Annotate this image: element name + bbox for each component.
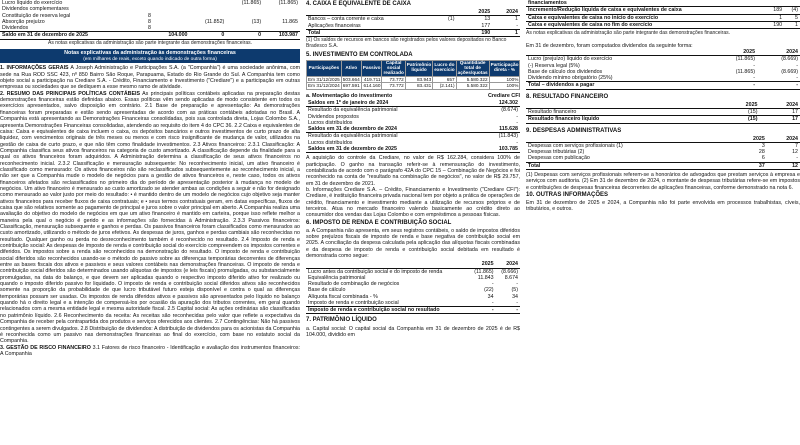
column-header [526,102,719,109]
column-header: 2025 [468,261,495,268]
table-row [526,155,800,162]
value-cell: - [753,75,756,82]
value-cell: 12 [792,149,798,156]
value-cell [784,0,800,7]
column-left [0,0,300,445]
table-row [306,23,520,30]
value-cell: (11.843) [498,133,518,140]
value-cell: (11.852) [204,18,225,25]
row-label: Dividendos complementares [2,6,69,13]
value-cell: 1 [765,14,784,21]
value-cell: 37 [734,162,767,169]
value-cell: 177 [481,22,491,29]
row-label: Saldo em 31 de dezembro de 2025 [0,32,142,39]
value-cell: 190 [765,21,784,28]
table-header-row [307,60,521,76]
row-label: Em 31/12/2024 [308,83,340,89]
row-label: Alíquota fiscal combinada - % [308,293,378,300]
value-cell: 73.772 [382,83,405,90]
value-cell [189,25,226,32]
row-label: Lucros distribuídos [308,139,353,146]
value-cell: - [796,62,798,69]
value-cell: (4) [784,7,800,14]
row-note [142,32,153,39]
row-label: Dividendos propostos [308,113,359,120]
value-cell: 103.987 [263,32,300,39]
value-cell: - [491,281,494,288]
other-info-title: 10. OUTRAS INFORMAÇÕES [526,191,609,198]
table-row [306,307,520,314]
value-cell: - [753,62,756,69]
movement-company: Crediare CFI [487,92,520,99]
table-row [526,82,800,89]
column-header: Quantidade total de ações/quotas [457,59,488,75]
value-cell: 11.865 [282,18,298,25]
value-cell: (8.674) [501,107,518,114]
column-header [306,9,446,16]
row-label: Em 31/12/2025 [308,76,340,82]
column-header: Patrimônio líquido [405,60,432,76]
value-cell: - [516,113,518,120]
value-cell: - [468,307,495,314]
table-row [526,0,800,7]
admin-expenses-title: 9. DESPESAS ADMINISTRATIVAS [526,127,622,134]
column-header [446,9,464,16]
value-cell [153,25,190,32]
value-cell: 0 [189,32,226,39]
row-label: Resultado da equivalência patrimonial [308,107,398,114]
table-row [306,300,520,307]
cashflow-tail-table [526,0,800,29]
note-2 [0,91,300,345]
value-cell: - [516,22,518,29]
value-cell: 1 [784,21,800,28]
equity-table [0,0,300,40]
row-label: Despesas com serviços profissionais (1) [528,142,623,149]
value-cell: 1 [515,16,518,23]
row-label: Resultado de combinação de negócios [308,281,400,288]
column-header: 2025 [734,136,767,143]
value-cell: 5.580.322 [456,83,489,90]
column-header [306,261,468,268]
row-label: Total – dividendos a pagar [526,82,709,89]
row-label: (-) Reserva legal (5%) [528,62,580,69]
notes-header-subtitle: (em milhares de reais, exceto quando indicado de outra forma) [83,56,217,62]
row-label: Lucro líquido do exercício [2,0,63,6]
column-header: 2024 [759,102,800,109]
value-cell: 697.591 [342,83,360,89]
value-cell: 12 [767,162,800,169]
value-cell: - [709,82,757,89]
column-header: 2024 [767,136,800,143]
cash-table [306,9,520,37]
column-header: Passivo [361,60,382,76]
note-3 [0,345,300,358]
other-info-text: Em 31 de dezembro de 2025 e 2024, a Companhia não foi parte envolvida em processos trabalhistas, cíveis, tributários, e outros. [526,200,800,213]
column-middle [306,0,520,445]
value-cell: (15) [719,116,760,123]
column-header: Lucro do exercício [433,60,456,76]
column-header [526,136,734,143]
table-row [307,83,521,90]
column-header: 2025 [719,102,760,109]
value-cell [263,25,300,32]
value-cell: (8.666) [501,268,518,275]
note-1-text: A Joseph Administração e Participações S.A. (a "Companhia") é uma sociedade anônima, com sede na Rua ROD SSC 423, nº 850 Bairro São Roque, Parapuama, Estado do Rio Grande do Sul. A Companhia tem como objeto social a participação na Crediare S.A. - Crédito, Financiamento e Investimento ("Crediare") e a participação em outras empresas ou sociedades que se dediquem a esse mesmo ramo de atividade. [0,65,300,91]
investment-table [306,60,520,90]
value-cell: 614.160 [361,83,382,90]
column-header: Ativo [341,60,361,76]
value-cell: - [496,307,520,314]
investment-title: 5. INVESTIMENTO EM CONTROLADA [306,51,413,58]
row-label: Saldos em 31 de dezembro de 2024 [306,126,477,133]
row-label: Base de cálculo [308,287,346,294]
note-3-text: 3.1 Fatores de risco financeiro - Identificação e avaliação dos instrumentos financeiros: A Companhia [0,344,300,357]
value-cell: - [516,119,518,126]
value-cell: (11.865) [474,268,494,275]
table-row [526,14,800,21]
table-header-row [526,49,800,56]
value-cell: - [516,299,518,306]
row-label: Constituição de reserva legal [2,12,71,19]
dividends-table [526,49,800,90]
movement-table [306,100,520,153]
row-label: Saldos em 1º de janeiro de 2024 [306,100,477,107]
row-label: Dividendos [2,25,29,31]
value-cell: 11.843 [477,274,494,281]
note-3-title: 3. GESTÃO DE RISCO FINANCEIRO [0,344,91,351]
value-cell: (8.669) [781,68,798,75]
column-header: 2024 [492,9,520,16]
row-label: Caixa e equivalentes de caixa no fim do exercício [526,21,765,28]
value-cell: (2.141) [433,83,456,90]
row-label: Despesas tributárias (2) [528,149,585,156]
note-1-title: 1. INFORMAÇÕES GERAIS [0,65,69,72]
table-header-row [526,136,800,143]
value-cell [226,25,263,32]
value-cell: (11.865) [278,0,298,6]
row-label: Despesas com publicação [528,155,590,162]
equity-note-title: 7. PATRIMÔNIO LÍQUIDO [306,317,377,324]
column-header: 2025 [709,49,757,56]
note-1 [0,65,300,90]
table-row [0,25,300,32]
value-cell: 5.580.322 [456,76,489,83]
income-tax-title: 6. IMPOSTO DE RENDA E CONTRIBUIÇÃO SOCIAL [306,219,452,226]
column-header: Capital social realizado [383,59,404,75]
value-cell: 657 [433,76,456,83]
value-cell: (13) [251,18,262,25]
value-cell: 3 [761,142,765,149]
row-label: Absorção prejuízo [2,18,45,25]
table-row [306,107,520,114]
value-cell: - [796,155,798,162]
notes-header-title: Notas explicativas da administração às demonstrações financeiras [64,50,236,57]
value-cell: 34 [487,293,494,300]
table-row [306,133,520,140]
value-cell: 103.785 [477,146,520,153]
value-cell: 503.664 [342,76,360,82]
column-right [526,0,800,445]
value-cell: 17 [792,109,798,116]
income-tax-text: a. A Companhia não apresenta, em seus registros contábeis, o saldo de impostos diferidos sobre prejuízos fiscais de imposto de renda e base negativa de contribuição social em 2025. A conciliação da despesa calculada pela aplicação das alíquotas fiscais combinadas e da despesa de imposto de renda e contribuição social debitada em resultado é demonstrada como segue: [306,227,520,260]
table-row [526,56,800,63]
row-label: Resultado financeiro [528,109,577,116]
row-label: Dividendo mínimo obrigatório (25%) [528,75,613,82]
equity-note-text: a. Capital social: O capital social da Companhia em 31 de dezembro de 2025 é de R$ 104.000, dividido em [306,325,520,338]
value-cell: - [796,75,798,82]
cashflow-footnote: As notas explicativas da administração são parte integrante das demonstrações financeiras. [526,30,731,36]
equity-footnote: As notas explicativas da administração são parte integrante das demonstrações financeiras. [47,39,252,46]
row-label: Lucros distribuídos [308,119,353,126]
note-2-title: 2. RESUMO DAS PRINCIPAIS POLÍTICAS CONTÁBEIS [0,90,141,97]
table-row [526,142,800,149]
row-label: Imposto de renda e contribuição social no resultado [306,307,468,314]
row-label: Incremento/Redução líquida de caixa e equivalentes de caixa [526,7,765,14]
value-cell [765,0,784,7]
value-cell: 1 [492,29,520,36]
row-label: Lucro (prejuízo) líquido do exercício [528,56,613,63]
table-row [526,162,800,169]
value-cell: 0 [226,32,263,39]
table-row [306,16,520,23]
table-header-row [306,9,520,16]
movement-title-text: a. Movimentação do investimento [306,92,393,99]
column-header: 2024 [496,261,520,268]
value-cell: 34 [512,293,518,300]
table-row [526,75,800,82]
row-note: 8 [147,25,151,31]
table-row [306,268,520,275]
value-cell: 190 [464,29,492,36]
value-cell: 28 [758,149,765,156]
note-2-text: As principais políticas contábeis aplicadas na preparação destas demonstrações financeiras estão definidas abaixo. Essas políticas vêm sendo aplicadas de modo consistente em todos os exercícios apresentados, salvo disposição em contrário. 2.1 Base de preparação e apresentação: As demonstrações financeiras foram preparadas e estão sendo apresentadas de acordo com as práticas contábeis adotadas no Brasil. A Companhia está apresentando as Demonstrações Financeiras consolidadas, pois sua controlada direta, Lojas Colombo S.A., apresenta Demonstrações Financeiras consolidadas, atendendo ao requisito do item 4 do CPC 36. 2.2 Caixa e equivalentes de caixa: Caixa e equivalentes de caixa incluem o caixa, os depósitos bancários e outros investimentos de curto prazo de alta liquidez, com vencimentos originais de três meses ou menos e com risco insignificante de mudança de valor, utilizados na gestão de caixa de curto prazo, e que não têm como finalidade investimentos. 2.3 Ativos financeiros: 2.3.1 Classificação: A Companhia classifica seus ativos financeiros na categoria de custo amortizado. A classificação depende da finalidade para a qual os ativos financeiros foram adquiridos. A Administração determina a classificação de seus ativos financeiros no reconhecimento inicial. 2.3.2 Classificação e mensuração subsequente: No reconhecimento inicial, um ativo financeiro é classificado como mensurado: Os ativos financeiros não são reclassificados subsequentemente ao reconhecimento inicial, a não ser que a Companhia mude o modelo de negócios para a gestão de ativos financeiros e, neste caso, todos os ativos financeiros afetados são reclassificados no primeiro dia do período de apresentação posterior à mudança no modelo de negócios. Um ativo financeiro é mensurado ao custo amortizado se atender ambas as condições a seguir e não for designado como mensurado ao valor justo por meio do resultado: • é mantido dentro de um modelo de negócios cujo objetivo seja manter ativos financeiros para receber fluxos de caixa contratuais; e • seus termos contratuais geram, em datas específicas, fluxos de caixa que são relativos somente ao pagamento de principal e juros sobre o valor principal em aberto. A Companhia realiza uma avaliação do objetivo do modelo de negócios em que um ativo financeiro é mantido em carteira, porque isso reflete melhor a maneira pela qual o negócio é gerido e as informações são fornecidas à Administração. 2.3.3 Passivos financeiros: Classificação, mensuração subsequente e ganhos e perdas. Os passivos financeiros foram classificados como mensurados ao custo amortizado, utilizando o método de juros efetivos. As despesas de juros, ganhos e perdas cambiais são reconhecidas no resultado. Qualquer ganho ou perda no desreconhecimento também é reconhecido no resultado. 2.4 Imposto de renda e contribuição social: As despesas de imposto de renda e contribuição social do exercício compreendem os impostos correntes e diferidos. Os impostos sobre a renda são reconhecidos na demonstração do resultado. O imposto de renda e contribuição social diferidos são reconhecidos usando-se o método do passivo sobre as diferenças temporárias decorrentes de diferenças entre as bases fiscais dos ativos e passivos e seus valores contábeis nas demonstrações financeiras. O imposto de renda e contribuição social diferidos são determinados usando alíquotas de impostos (e leis fiscais) promulgadas, ou substancialmente promulgadas, na data do balanço, e que devem ser aplicadas quando o respectivo imposto diferido ativo for realizado ou quando o imposto diferido passivo for liquidado. O imposto de renda e contribuição social diferidos ativos são reconhecidos somente na proporção da probabilidade de que lucro tributável futuro esteja disponível e contra o qual as diferenças temporárias possam ser usadas. Os impostos de renda diferidos ativos e passivos são apresentados pelo líquido no balanço quando há o direito legal e a intenção de compensá-los por ocasião da apuração dos tributos correntes, em geral quando relacionados com a mesma entidade legal e mesma autoridade fiscal. 2.5 Capital social: As ações ordinárias são classificadas no patrimônio líquido. 2.6 Reconhecimento da receita: As receitas são reconhecidas pelo valor que reflete a expectativa da Companhia de receber pela contrapartida dos produtos e serviços oferecidos aos clientes. 2.7 Contingências: Não há passivos contingentes a serem divulgados. 2.8 Distribuição de dividendos: A distribuição de dividendos para os acionistas da Companhia é reconhecida como um passivo nas demonstrações financeiras ao final do exercício, com base no estatuto social da Companhia. [0,90,300,345]
table-row [0,32,300,39]
table-row [306,146,520,153]
admin-expenses-note: (1) Despesas com serviços profissionais referem-se a honorários de advogados que prestam serviços à empresa e serviços com auditoria. (2) Em 31 de dezembro de 2024, o montante de despesas tributárias refere-se em impostos e contribuições de despesas financeiras decorrentes de aplicações financeiras, conforme demonstrado na nota 6. [526,171,800,191]
value-cell: (15) [748,109,758,116]
value-cell: (5) [511,287,518,294]
column-header: Participação direta - % [489,60,520,76]
value-cell: 7 [795,142,798,149]
row-label: financiamentos [526,0,765,7]
notes-header [0,49,300,63]
financial-result-title: 8. RESULTADO FINANCEIRO [526,93,609,100]
value-cell: 5 [784,14,800,21]
row-label: Resultado financeiro líquido [526,116,719,123]
table-row [526,7,800,14]
table-header-row [306,261,520,268]
row-note: (1) [448,16,455,23]
value-cell: 419.711 [361,76,382,83]
value-cell: 100% [489,76,520,83]
table-row [526,109,800,116]
value-cell: - [516,139,518,146]
row-label: Bancos – conta corrente e caixa [308,16,384,23]
table-header-row [526,102,800,109]
row-label: Caixa e equivalentes de caixa no início do exercício [526,14,765,21]
row-label: Equivalência patrimonial [308,274,366,281]
value-cell: 6 [761,155,765,162]
value-cell: (11.865) [735,68,756,75]
row-label: Aplicações financeiras [308,22,361,29]
income-tax-table [306,261,520,314]
dividends-text: Em 31 de dezembro, foram computados dividendos da seguinte forma: [526,42,693,49]
value-cell: 17 [759,116,800,123]
row-label: Base de cálculo dos dividendos [528,68,603,75]
table-row [526,116,800,123]
value-cell: 115.628 [477,126,520,133]
row-label: Lucro antes da contribuição social e do imposto de renda [308,268,443,275]
row-label: Total [306,29,446,36]
value-cell: (11.865) [241,0,262,6]
column-header: Participações [307,60,342,76]
column-header: 2024 [757,49,800,56]
value-cell: 189 [765,7,784,14]
value-cell: 83.431 [405,83,432,90]
movement-title [306,92,520,100]
value-cell: (11.865) [735,56,756,63]
row-note: 8 [147,12,151,19]
cash-title: 4. CAIXA E EQUIVALENTE DE CAIXA [306,1,412,7]
value-cell: 83.943 [405,76,432,83]
value-cell: 124.302 [477,100,520,107]
value-cell: 73.772 [382,76,405,83]
value-cell: - [491,299,494,306]
row-label: Saldos em 31 de dezembro de 2025 [306,146,477,153]
column-header [526,49,709,56]
value-cell: (8.669) [781,56,798,63]
row-label: Total [526,162,734,169]
table-row [526,21,800,28]
value-cell: 8.674 [504,274,518,281]
row-note [446,29,464,36]
value-cell: - [516,281,518,288]
crediare-info-text: b. Informações Crediare S.A. – Crédito, Financiamento e Investimento ("Crediare CFI"): Crediare, é instituição financeira privada nacional tem por objeto a prática de operações de crédito, financiamento e investimento mediante a utilização de recursos próprios e de terceiros. Atua no mercado financeiro valendo basicamente ao crédito direto ao consumidor dos vendas das Lojas Colombo e com empréstimos a pessoas físicas. [306,186,520,219]
value-cell: 100% [489,83,520,90]
table-row [306,29,520,36]
table-row [306,126,520,133]
row-note: 8 [147,18,151,25]
row-note [446,23,464,30]
value-cell: 104.000 [153,32,190,39]
cash-note: (1) Os saldos de recursos em bancos são registrados pelos valores depositados no Banco Bradesco S.A. [306,37,507,49]
admin-expenses-table [526,136,800,170]
row-label: Imposto de renda e contribuição social [308,299,399,306]
table-row [306,100,520,107]
column-header: 2025 [464,9,492,16]
acquisition-text: A aquisição do controle da Crediare, no valor de R$ 162.284, considera 100% de participação. O ganho na transação referir-se à remensuração do investimento, contabilizada de acordo com o parágrafo 42A do CPC 15 – Combinação de Negócios e foi reconhecido na conta de "resultado na combinação de negócios", no valor de R$ 29.757, em 31 de dezembro de 2021. [306,155,520,187]
row-label: Resultado da equivalência patrimonial [308,133,398,140]
value-cell: (22) [484,287,494,294]
financial-result-table [526,102,800,124]
value-cell: 13 [484,16,491,23]
value-cell: - [757,82,800,89]
